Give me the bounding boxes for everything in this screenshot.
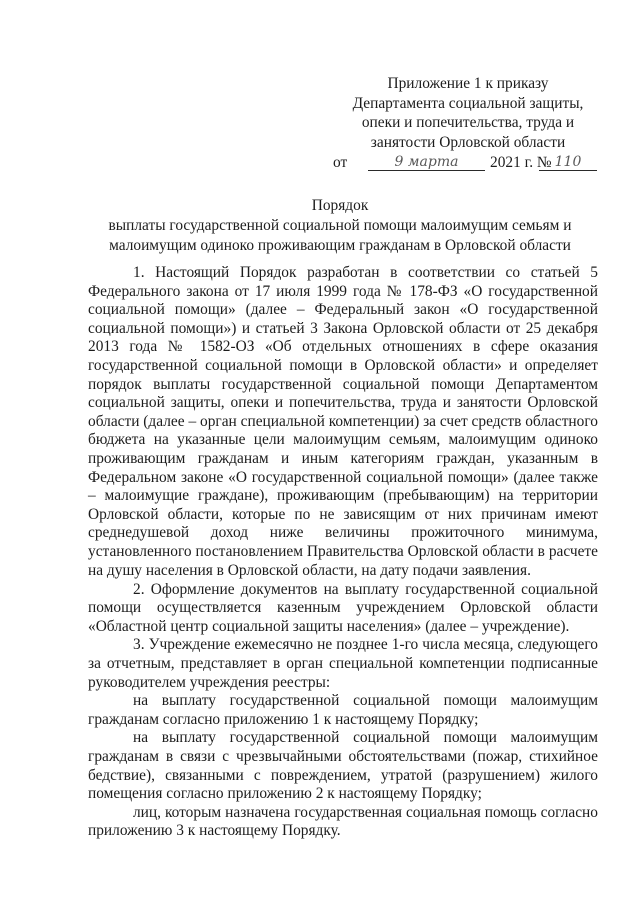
from-label: от: [333, 154, 348, 171]
paragraph-1: 1. Настоящий Порядок разработан в соответствии со статьей 5 Федерального закона от 17 июля 1999 года № 178-ФЗ «О государственной социальной помощи» (далее – Федеральный закон «О государственной социальной помощи») и статьей 3 Закона Орловской области от 25 декабря 2013 года № 1582-ОЗ «Об отдельных отношениях в сфере оказания государственной социальной помощи в Орловской области» и определяет порядок выплаты государственной социальной помощи Департаментом социальной защиты, опеки и попечительства, труда и занятости Орловской области (далее – орган специальной компетенции) за счет средств областного бюджета на указанные цели малоимущим семьям, малоимущим одиноко проживающим гражданам и иным категориям граждан, указанным в Федеральном законе «О государственной социальной помощи» (далее также – малоимущие граждане), проживающим (пребывающим) на территории Орловской области, которые по не зависящим от них причинам имеют среднедушевой доход ниже величины прожиточного минимума, установленного постановлением Правительства Орловской области в расчете на душу населения в Орловской области, на дату подачи заявления.: [88, 264, 598, 579]
paragraph-2: 2. Оформление документов на выплату государственной социальной помощи осуществляется казенным учреждением Орловской области «Областной центр социальной защиты населения» (далее – учреждение).: [88, 580, 598, 635]
header-line-2: Департамента социальной защиты,: [352, 94, 584, 112]
appendix-header: [318, 74, 618, 173]
title-heading: Порядок: [311, 197, 369, 214]
title-line-2: малоимущим одиноко проживающим гражданам в Орловской области: [109, 236, 571, 254]
handwritten-date: 9 марта: [368, 153, 485, 171]
order-date-number-line: [318, 153, 618, 173]
document-title: [96, 196, 584, 255]
list-item-3: лиц, которым назначена государственная социальная помощь согласно приложению 3 к настоящему Порядку.: [88, 803, 598, 840]
document-body: [88, 264, 598, 841]
title-line-1: выплаты государственной социальной помощи малоимущим семьям и: [108, 216, 572, 234]
header-line-4: занятости Орловской области: [370, 133, 566, 151]
list-item-2: на выплату государственной социальной помощи малоимущим гражданам в связи с чрезвычайными обстоятельствами (пожар, стихийное бедствие), связанными с повреждением, утратой (разрушением) жилого помещения согласно приложению 2 к настоящему Порядку;: [88, 729, 598, 803]
handwritten-order-number: 110: [539, 153, 597, 171]
year-number-label: 2021 г. №: [490, 154, 552, 171]
paragraph-3: 3. Учреждение ежемесячно не позднее 1-го числа месяца, следующего за отчетным, представляет в орган специальной компетенции подписанные руководителем учреждения реестры:: [88, 636, 598, 691]
header-line-3: опеки и попечительства, труда и: [361, 114, 575, 131]
header-line-1: Приложение 1 к приказу: [387, 75, 549, 92]
list-item-1: на выплату государственной социальной помощи малоимущим гражданам согласно приложению 1 к настоящему Порядку;: [88, 692, 598, 728]
